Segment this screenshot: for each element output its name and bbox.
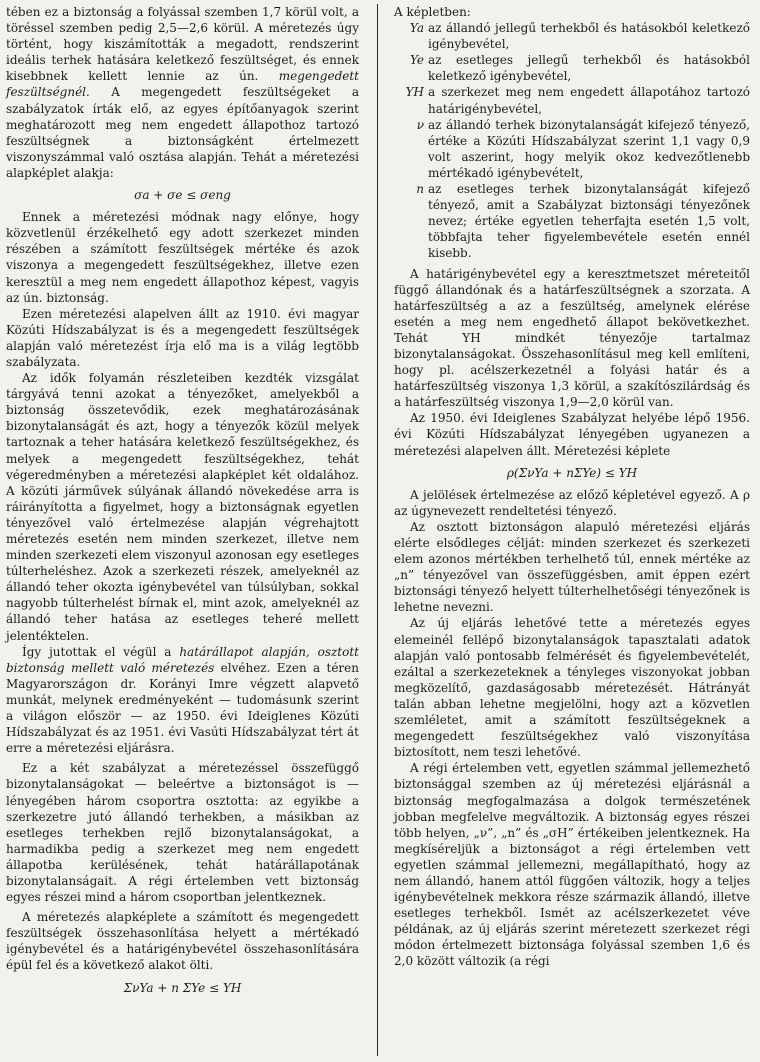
paragraph: Az 1950. évi Ideiglenes Szabályzat helyébe lépő 1956. évi Közúti Hídszabályzat lényegében ugyanezen a méretezési alapelven állt. Méretezési képlete: [394, 411, 750, 458]
emphasis: megengedett feszültségnél.: [6, 69, 359, 100]
emphasis: határállapot alapján, osztott biztonság mellett való méretezés: [6, 644, 359, 675]
symbol: YH: [405, 85, 424, 100]
definition-text: az állandó jellegű terhekből és hatásokból keletkező igénybevétel,: [428, 21, 750, 52]
paragraph: A régi értelemben vett, egyetlen számmal jellemezhető biztonsággal szemben az új méretezési eljárásnál a biztonság megfogalmazása a dolgok természetének jobban megfelelve megváltozik. A biztonság egyes részei több helyen, „ν”, „n” és „σH” értékeiben jelentkeznek. Ha megkíséreljük a biztonságot a régi értelemben vett egyetlen számmal jellemezni, megállapítható, hogy az nem állandó, hanem attól függően változik, hogy a teljes igénybevételnek mekkora része származik állandó, illetve esetleges terhekből. Ismét az acélszerkezetet véve példának, az új eljárás szerint méretezett szerkezet régi módon értelmezett biztonsága folyással szemben 1,6 és 2,0 között változik (a régi: [394, 761, 750, 969]
definition-text: az esetleges jellegű terhekből és hatásokból keletkező igénybevétel,: [428, 53, 750, 84]
symbol: Ye: [410, 53, 424, 68]
text: tében ez a biztonság a folyással szemben 1,7 körül volt, a töréssel szemben pedig 2,5—2,6 körül. A méretezés úgy történt, hogy kiszámították a megadott, rendszerint ideális terhek hatására keletkező feszültséget, és ennek kisebbnek kellett lennie az ún.: [6, 5, 359, 84]
symbol: n: [416, 182, 424, 197]
paragraph: [6, 644, 359, 757]
symbol: Ya: [409, 21, 424, 36]
paragraph: A jelölések értelmezése az előző képletével egyező. A ρ az úgynevezett rendeltetési tényező.: [394, 487, 750, 518]
formula-limit-state: ΣνYa + n ΣYe ≤ YH: [123, 980, 242, 995]
definition-text: a szerkezet meg nem engedett állapotához tartozó határigénybevétel,: [428, 85, 750, 116]
text: elvéhez. Ezen a téren Magyarországon dr. Korányi Imre végzett alapvető munkát, melynek eredményeként — tudomásunk szerint a világon először — az 1950. évi Ideiglenes Közúti Hídszabályzat és az 1951. évi Vasúti Hídszabályzat tért át erre a méretezési eljárásra.: [6, 660, 359, 756]
formula-1956: ρ(ΣνYa + nΣYe) ≤ YH: [506, 465, 638, 480]
paragraph: A határigénybevétel egy a keresztmetszet méreteitől függő állandónak és a határfeszültségnek a szorzata. A határfeszültség a az a feszültség, amelynek elérése esetén a meg nem engedhető állapot bekövetkezhet. Tehát YH mindkét tényezője tartalmaz bizonytalanságokat. Összehasonlításul meg kell említeni, hogy pl. acélszerkezetnél a folyási határ és a határfeszültség viszonya 1,3 körül, a szakítószilárdság és a határfeszültség viszonya 1,9—2,0 körül van.: [394, 266, 750, 410]
definition-text: az esetleges terhek bizonytalanságát kifejező tényező, amit a Szabályzat biztonsági tényezőnek nevez; értéke egyetlen teherfajta esetén 1,5 volt, többfajta teher figyelembevétele esetén ennél kisebb.: [428, 182, 750, 261]
paragraph: A képletben:: [394, 5, 471, 19]
definition-item: [394, 20, 750, 52]
paragraph: Ennek a méretezési módnak nagy előnye, hogy közvetlenül érzékelhető egy adott szerkezet minden részében a számított feszültségek mértéke és azok viszonya a megengedett feszültségekhez, illetve ezen keresztül a meg nem engedett állapothoz képest, vagyis az ún. biztonság.: [6, 210, 359, 305]
text: Így jutottak el végül a: [22, 644, 180, 659]
paragraph: Ez a két szabályzat a méretezéssel összefüggő bizonytalanságokat — beleértve a biztonságot is — lényegében három csoportra osztotta: az egyikbe a szerkezetre jutó állandó terhekben, a másikban az esetleges terhekben rejlő bizonytalanságokat, a harmadikba pedig a szerkezet meg nem engedett állapotba kerülésének, tehát határállapotának bizonytalanságait. A régi értelemben vett biztonság egyes részei mind a három csoportban jelentkeznek.: [6, 761, 359, 905]
paragraph: Az idők folyamán részleteiben kezdték vizsgálat tárgyává tenni azokat a tényezőket, amelyekből a biztonság összetevődik, ezek meghatározásának bizonytalanságát és azt, hogy a tényezők közül melyek tartoznak a teher hatására keletkező feszültségekhez, és melyek a megengedett feszültségekhez, tehát végeredményben a méretezési alapképlet két oldalához. A közúti járművek súlyának állandó növekedése arra is ráirányította a figyelmet, hogy a biztonságnak egyetlen tényezővel való értelmezése alapján végrehajtott méretezés esetén nem minden szerkezet, illetve nem minden szerkezeti elem viszonyul azonosan egy esetleges túlterheléshez. Azok a szerkezeti részek, amelyeknél az állandó teher okozta igénybevétel van túlsúlyban, sokkal nagyobb túlterhelést bírnak el, mint azok, amelyeknél az állandó teher hatása az esetleges teheré mellett jelentéktelen.: [6, 371, 359, 643]
paragraph: Az osztott biztonságon alapuló méretezési eljárás elérte elsődleges célját: minden szerkezet és szerkezeti elem azonos mértékben terhelhető túl, ennek mértéke az „n” tényezővel van összefüggésben, amit éppen ezért biztonsági tényező helyett túlterhelhetőségi tényezőnek is lehetne nevezni.: [394, 519, 750, 615]
definition-item: [394, 181, 750, 261]
paragraph: A méretezés alapképlete a számított és megengedett feszültségek összehasonlítása helyett a mértékadó igénybevétel és a határigénybevétel összehasonlítására épül fel és a következő alakot ölti.: [6, 910, 359, 973]
symbol: ν: [416, 117, 424, 132]
definition-item: [394, 117, 750, 181]
symbol-definitions: [394, 20, 750, 261]
definition-item: [394, 84, 750, 116]
text: A megengedett feszültségeket a szabályzatok írták elő, az egyes építőanyagok szerint meghatározott meg nem engedett állapothoz tartozó feszültségnek a biztonságként értelmezett viszonyszámmal való osztása alapján. Tehát a méretezési alapképlet alakja:: [6, 85, 359, 180]
paragraph: [6, 4, 359, 181]
left-column: [6, 4, 359, 1002]
column-divider: [377, 4, 378, 1056]
formula-allowable-stress: σa + σe ≤ σeng: [134, 188, 231, 203]
paragraph: Ezen méretezési alapelven állt az 1910. évi magyar Közúti Hídszabályzat is és a megengedett feszültségek alapján való méretezést írja elő ma is a világ legtöbb szabályzata.: [6, 306, 359, 369]
right-column: [394, 4, 750, 970]
definition-item: [394, 52, 750, 84]
paragraph: Az új eljárás lehetővé tette a méretezés egyes elemeinél fellépő bizonytalanságok tapasztalati adatok alapján való pontosabb felmérését és figyelembevételét, ezáltal a szerkezeteknek a tényleges viszonyokat jobban megközelítő, gazdaságosabb méretezését. Hátrányát talán abban lehetne megjelölni, hogy azt a közvetlen szemléletet, amit a számított feszültségeknek a megengedett feszültségekhez való viszonyítása biztosított, nem teszi lehetővé.: [394, 616, 750, 760]
definition-text: az állandó terhek bizonytalanságát kifejező tényező, értéke a Közúti Hídszabályzat szerint 1,1 vagy 0,9 volt aszerint, hogy melyik okoz kedvezőtlenebb mértékadó igénybevételt,: [428, 117, 750, 180]
